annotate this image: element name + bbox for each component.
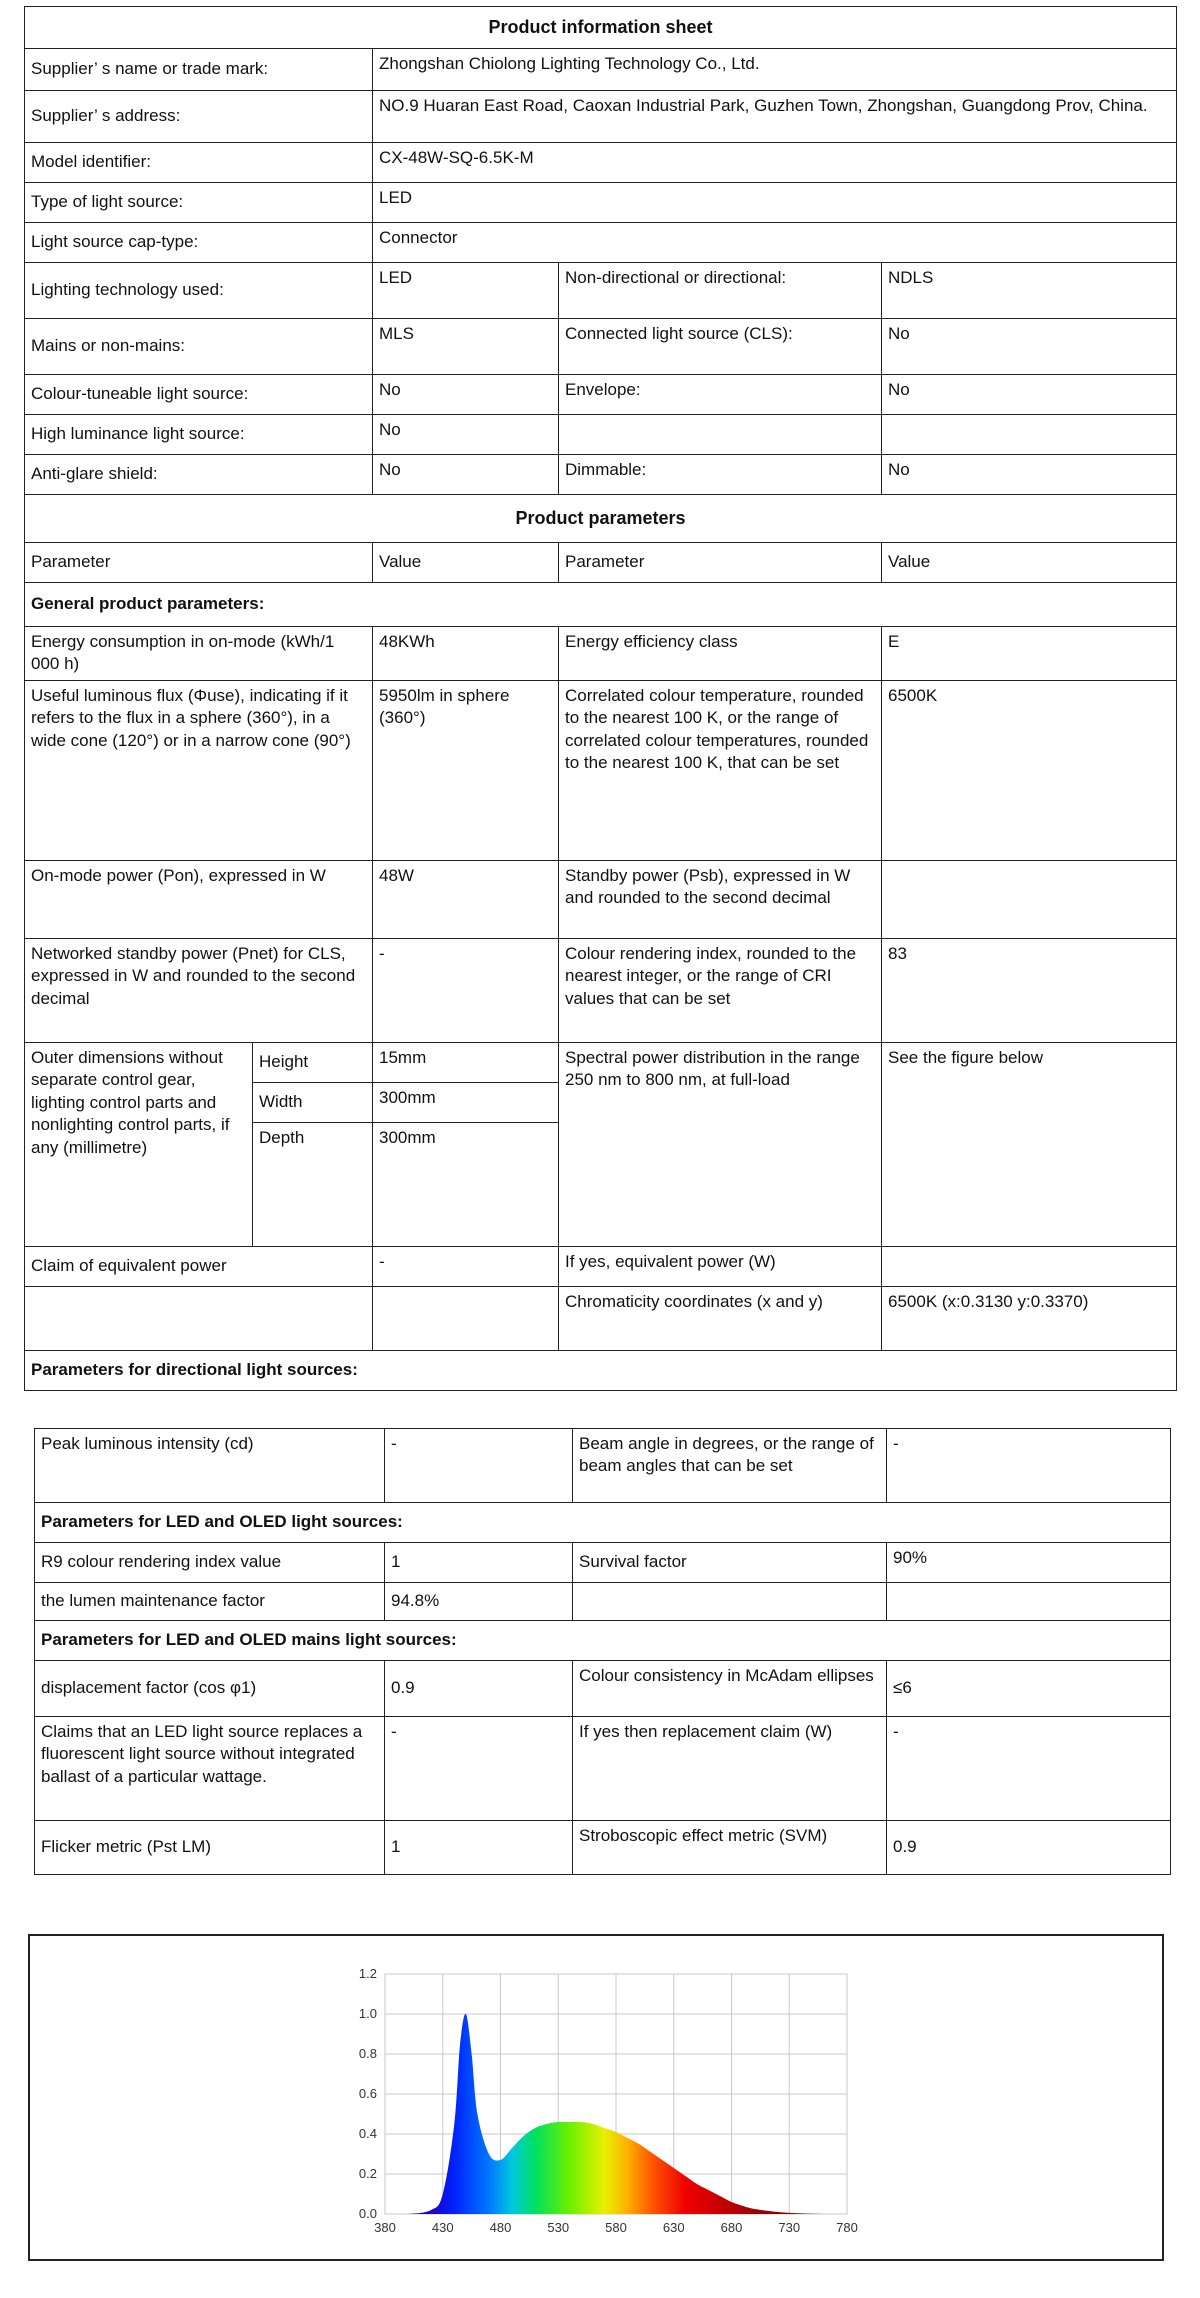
product-parameters-title: Product parameters [25, 495, 1177, 543]
x-tick-label: 580 [605, 2220, 627, 2235]
depth-value: 300mm [373, 1123, 559, 1247]
height-value: 15mm [373, 1043, 559, 1083]
cct-label: Correlated colour temperature, rounded to the nearest 100 K, or the range of correlated colour temperatures, rounded to the nearest 100 K, that can be set [559, 681, 882, 861]
on-mode-power-value: 48W [373, 861, 559, 939]
equivalent-power-label: If yes, equivalent power (W) [559, 1247, 882, 1287]
empty-cell [573, 1583, 887, 1621]
y-tick-label: 1.2 [358, 1966, 377, 1981]
survival-factor-value: 90% [887, 1543, 1171, 1583]
cct-value: 6500K [882, 681, 1177, 861]
cri-value: 83 [882, 939, 1177, 1043]
y-tick-label: 0.0 [358, 2206, 377, 2221]
x-tick-label: 780 [836, 2220, 858, 2235]
stroboscopic-metric-label: Stroboscopic effect metric (SVM) [573, 1821, 887, 1875]
peak-intensity-value: - [385, 1429, 573, 1503]
tuneable-label: Colour-tuneable light source: [25, 375, 373, 415]
cls-value: No [882, 319, 1177, 375]
peak-intensity-label: Peak luminous intensity (cd) [35, 1429, 385, 1503]
y-tick-label: 0.2 [358, 2166, 377, 2181]
tuneable-value: No [373, 375, 559, 415]
fluorescent-claim-label: Claims that an LED light source replaces a fluorescent light source without integrated ballast of a particular wattage. [35, 1717, 385, 1821]
spectral-distribution-label: Spectral power distribution in the range 250 nm to 800 nm, at full-load [559, 1043, 882, 1247]
x-tick-label: 480 [489, 2220, 512, 2235]
lumen-maintenance-value: 94.8% [385, 1583, 573, 1621]
replacement-claim-label: If yes then replacement claim (W) [573, 1717, 887, 1821]
supplier-address-value: NO.9 Huaran East Road, Caoxan Industrial Park, Guzhen Town, Zhongshan, Guangdong Prov, China. [373, 91, 1177, 143]
displacement-factor-label: displacement factor (cos φ1) [35, 1661, 385, 1717]
survival-factor-label: Survival factor [573, 1543, 887, 1583]
networked-standby-label: Networked standby power (Pnet) for CLS, expressed in W and rounded to the second decimal [25, 939, 373, 1043]
y-tick-label: 0.6 [358, 2086, 377, 2101]
mains-value: MLS [373, 319, 559, 375]
spectral-distribution-value: See the figure below [882, 1043, 1177, 1247]
empty-cell [373, 1287, 559, 1351]
mains-parameters-title: Parameters for LED and OLED mains light sources: [35, 1621, 1171, 1661]
empty-cell [887, 1583, 1171, 1621]
flicker-metric-label: Flicker metric (Pst LM) [35, 1821, 385, 1875]
energy-class-value: E [882, 627, 1177, 681]
cri-label: Colour rendering index, rounded to the nearest integer, or the range of CRI values that can be set [559, 939, 882, 1043]
flicker-metric-value: 1 [385, 1821, 573, 1875]
parameter-column-header: Parameter [559, 543, 882, 583]
standby-power-label: Standby power (Psb), expressed in W and rounded to the second decimal [559, 861, 882, 939]
lighting-technology-label: Lighting technology used: [25, 263, 373, 319]
led-parameters-title: Parameters for LED and OLED light sources: [35, 1503, 1171, 1543]
directional-value: NDLS [882, 263, 1177, 319]
empty-cell [882, 415, 1177, 455]
parameter-column-header: Parameter [25, 543, 373, 583]
displacement-factor-value: 0.9 [385, 1661, 573, 1717]
networked-standby-value: - [373, 939, 559, 1043]
model-value: CX-48W-SQ-6.5K-M [373, 143, 1177, 183]
energy-consumption-value: 48KWh [373, 627, 559, 681]
x-tick-label: 430 [431, 2220, 454, 2235]
equivalent-power-claim-label: Claim of equivalent power [25, 1247, 373, 1287]
high-luminance-label: High luminance light source: [25, 415, 373, 455]
standby-power-value [882, 861, 1177, 939]
energy-consumption-label: Energy consumption in on-mode (kWh/1 000 h) [25, 627, 373, 681]
chromaticity-label: Chromaticity coordinates (x and y) [559, 1287, 882, 1351]
high-luminance-value: No [373, 415, 559, 455]
empty-cell [559, 415, 882, 455]
equivalent-power-value [882, 1247, 1177, 1287]
fluorescent-claim-value: - [385, 1717, 573, 1821]
luminous-flux-label: Useful luminous flux (Φuse), indicating if it refers to the flux in a sphere (360°), in a wide cone (120°) or in a narrow cone (90°) [25, 681, 373, 861]
sheet-title: Product information sheet [25, 7, 1177, 49]
general-parameters-title: General product parameters: [25, 583, 1177, 627]
on-mode-power-label: On-mode power (Pon), expressed in W [25, 861, 373, 939]
light-source-type-label: Type of light source: [25, 183, 373, 223]
spectral-chart-frame [28, 1934, 1164, 2261]
model-label: Model identifier: [25, 143, 373, 183]
r9-value: 1 [385, 1543, 573, 1583]
beam-angle-value: - [887, 1429, 1171, 1503]
anti-glare-value: No [373, 455, 559, 495]
envelope-value: No [882, 375, 1177, 415]
x-tick-label: 730 [778, 2220, 801, 2235]
dimmable-label: Dimmable: [559, 455, 882, 495]
lumen-maintenance-label: the lumen maintenance factor [35, 1583, 385, 1621]
replacement-claim-value: - [887, 1717, 1171, 1821]
envelope-label: Envelope: [559, 375, 882, 415]
depth-label: Depth [253, 1123, 373, 1247]
value-column-header: Value [373, 543, 559, 583]
cls-label: Connected light source (CLS): [559, 319, 882, 375]
colour-consistency-label: Colour consistency in McAdam ellipses [573, 1661, 887, 1717]
y-tick-label: 1.0 [358, 2006, 377, 2021]
led-parameters-table [34, 1428, 1171, 1875]
mains-label: Mains or non-mains: [25, 319, 373, 375]
colour-consistency-value: ≤6 [887, 1661, 1171, 1717]
dimmable-value: No [882, 455, 1177, 495]
energy-class-label: Energy efficiency class [559, 627, 882, 681]
anti-glare-label: Anti-glare shield: [25, 455, 373, 495]
stroboscopic-metric-value: 0.9 [887, 1821, 1171, 1875]
supplier-address-label: Supplier’ s address: [25, 91, 373, 143]
width-label: Width [253, 1083, 373, 1123]
supplier-name-label: Supplier’ s name or trade mark: [25, 49, 373, 91]
directional-label: Non-directional or directional: [559, 263, 882, 319]
width-value: 300mm [373, 1083, 559, 1123]
luminous-flux-value: 5950lm in sphere (360°) [373, 681, 559, 861]
y-tick-label: 0.4 [358, 2126, 377, 2141]
x-tick-label: 530 [547, 2220, 570, 2235]
y-tick-label: 0.8 [358, 2046, 377, 2061]
value-column-header: Value [882, 543, 1177, 583]
cap-type-label: Light source cap-type: [25, 223, 373, 263]
cap-type-value: Connector [373, 223, 1177, 263]
beam-angle-label: Beam angle in degrees, or the range of beam angles that can be set [573, 1429, 887, 1503]
x-tick-label: 680 [720, 2220, 743, 2235]
empty-cell [25, 1287, 373, 1351]
x-tick-label: 380 [374, 2220, 396, 2235]
outer-dimensions-label: Outer dimensions without separate control gear, lighting control parts and nonlighting control parts, if any (millimetre) [25, 1043, 253, 1247]
x-tick-label: 630 [662, 2220, 685, 2235]
lighting-technology-value: LED [373, 263, 559, 319]
supplier-name-value: Zhongshan Chiolong Lighting Technology Co., Ltd. [373, 49, 1177, 91]
spectral-power-chart [30, 1936, 1162, 2259]
chromaticity-value: 6500K (x:0.3130 y:0.3370) [882, 1287, 1177, 1351]
r9-label: R9 colour rendering index value [35, 1543, 385, 1583]
directional-parameters-title: Parameters for directional light sources: [25, 1351, 1177, 1391]
height-label: Height [253, 1043, 373, 1083]
product-information-table [24, 6, 1177, 1391]
light-source-type-value: LED [373, 183, 1177, 223]
equivalent-power-claim-value: - [373, 1247, 559, 1287]
